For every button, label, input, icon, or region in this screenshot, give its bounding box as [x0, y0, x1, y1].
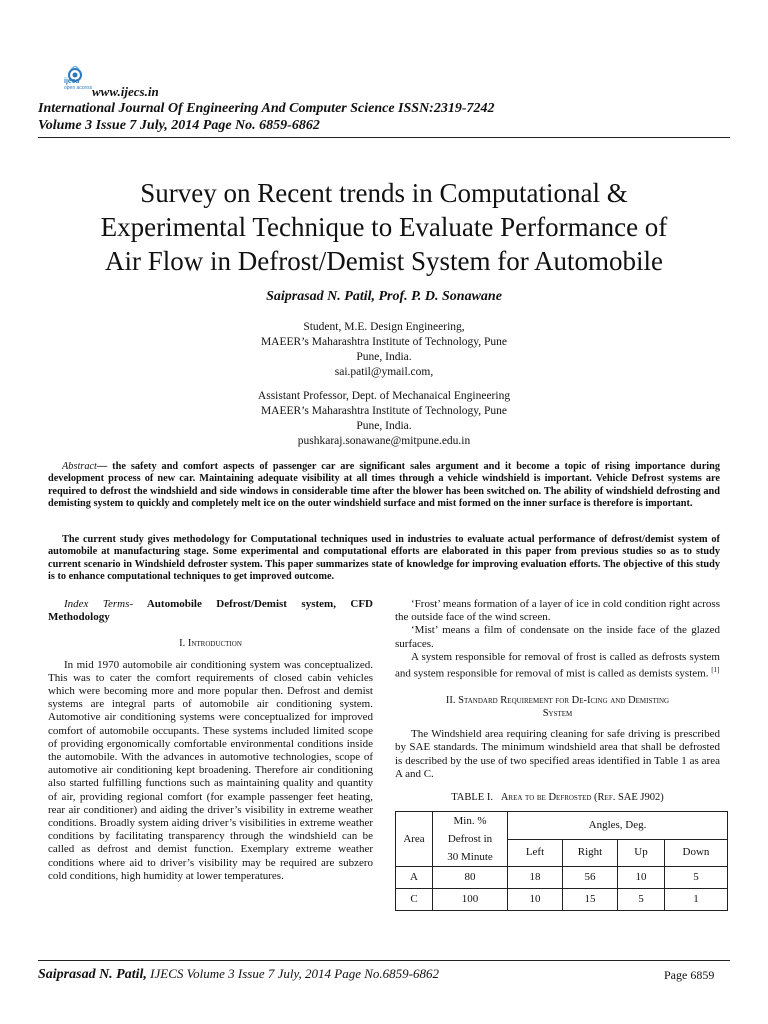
index-terms	[48, 598, 373, 624]
table-cell: 5	[618, 889, 665, 911]
table-cell: 1	[665, 889, 728, 911]
table-row	[396, 889, 728, 911]
abstract-text: the safety and comfort aspects of passenger car are significant sales argument and it become a topic of rising importance during development process of new car. Maintaining adequate visibility at all times through a vehicle windshield is important. Vehicle Defrost systems are required to defrost the windshield and side windows in considerable time after the blower has been switched on. The ability of windshield defrosting and demisting system to quickly and completely melt ice on the outer windshield surface and mist formed on the inner surface is therefore is important.	[48, 461, 720, 510]
footer-citation-text: IJECS Volume 3 Issue 7 July, 2014 Page No.6859-6862	[146, 966, 439, 981]
right-column	[395, 598, 720, 911]
header-divider	[38, 137, 730, 138]
affiliation-line: Pune, India.	[356, 351, 412, 363]
index-terms-label: Index Terms-	[64, 598, 134, 610]
introduction-paragraph: In mid 1970 automobile air conditioning system was conceptualized. This was to cater the comfort requirements of closed cabin vehicles which were becoming more and more popular then. Defrost and demist systems are integral parts of automobile air conditioning system. Automotive air conditioning systems were conceptualized for improved comfort of automobile occupants. These systems included limited scope of providing ergonomically comfortable environmental conditions inside the automobile. With the advances in automotive technologies, scope of automotive air conditioning kept broadening. Therefore air conditioning also started fulfilling functions such as maintaining quality and quantity of air, providing regional comfort (for example passenger feet heating, rear air conditioner) and aiding the driver’s visibility in extreme weather conditions. Broadly system aiding driver’s visibilities in extreme weather conditions by facilitating transparency through the windshield can be called as defrost and demist function. Exemplary extreme weather conditions where aid to driver’s visibility may be required are subzero cold conditions, high humidity at lower temperatures.	[48, 658, 373, 882]
page-number: Page 6859	[664, 968, 715, 982]
standard-paragraph: The Windshield area requiring cleaning for safe driving is prescribed by SAE standards. The minimum windshield area that shall be defrosted is described by the use of two specified areas identified in Table 1 as area A and C.	[395, 728, 720, 780]
mist-definition: ‘Mist’ means a film of condensate on the inside face of the glazed surfaces.	[395, 624, 720, 650]
table-header-min-defrost: Min. % Defrost in 30 Minute	[433, 812, 508, 867]
affiliation-line: MAEER’s Maharashtra Institute of Technology, Pune	[260, 336, 508, 348]
frost-definition: ‘Frost’ means formation of a layer of ice in cold condition right across the outside face of the wind screen.	[395, 598, 720, 624]
abstract-label: Abstract	[62, 461, 97, 472]
table-caption: TABLE I. Area to be Defrosted (Ref. SAE J902)	[451, 792, 664, 804]
affiliation-line: Assistant Professor, Dept. of Mechanaical Engineering	[257, 390, 511, 402]
affiliation-line: MAEER’s Maharashtra Institute of Technology, Pune	[260, 405, 508, 417]
table-cell: 15	[563, 889, 618, 911]
table-cell: 10	[618, 867, 665, 889]
journal-name: International Journal Of Engineering And Computer Science ISSN:2319-7242	[38, 101, 495, 116]
defrost-area-table	[395, 811, 728, 911]
table-cell: 5	[665, 867, 728, 889]
footer-author: Saiprasad N. Patil,	[38, 967, 147, 982]
table-header-down: Down	[665, 839, 728, 867]
table-header-area: Area	[396, 812, 433, 867]
affiliation-student	[0, 320, 768, 380]
section-heading-introduction: I. Introduction	[179, 638, 242, 650]
table-cell: 80	[433, 867, 508, 889]
table-cell: 10	[508, 889, 563, 911]
paper-title	[20, 176, 748, 278]
table-cell: 100	[433, 889, 508, 911]
title-line: Survey on Recent trends in Computational &	[140, 178, 628, 208]
volume-info: Volume 3 Issue 7 July, 2014 Page No. 6859-6862	[38, 118, 320, 133]
site-url[interactable]: www.ijecs.in	[92, 84, 159, 99]
left-column	[48, 598, 373, 883]
system-definition: A system responsible for removal of frost is called as defrosts system and system responsible for removal of mist is called as demists system. [1]	[395, 650, 720, 680]
abstract-dash: —	[96, 461, 108, 472]
table-header-angles: Angles, Deg.	[508, 812, 728, 840]
author-email[interactable]: sai.patil@ymail.com,	[334, 366, 434, 378]
index-terms-text: Automobile Defrost/Demist system, CFD Methodology	[48, 598, 373, 624]
title-line: Air Flow in Defrost/Demist System for Automobile	[105, 246, 663, 276]
table-row	[396, 867, 728, 889]
footer-divider	[38, 960, 730, 961]
footer-citation	[38, 966, 439, 983]
table-cell: 18	[508, 867, 563, 889]
table-cell: 56	[563, 867, 618, 889]
table-cell: A	[396, 867, 433, 889]
author-email[interactable]: pushkaraj.sonawane@mitpune.edu.in	[297, 435, 471, 447]
author-list: Saiprasad N. Patil, Prof. P. D. Sonawane	[266, 289, 502, 304]
reference-marker[interactable]: [1]	[711, 666, 720, 675]
table-header-left: Left	[508, 839, 563, 867]
table-cell: C	[396, 889, 433, 911]
affiliation-professor	[0, 389, 768, 449]
abstract	[48, 461, 720, 511]
abstract-paragraph-2: The current study gives methodology for Computational techniques used in industries to evaluate actual performance of defrost/demist system of automobile at manufacturing stage. Some experimental and computational efforts are elaborated in this paper from previous studies so as to study current scenario in Windshield defroster system. This paper summarizes state of knowledge for improving evaluation efforts. The objective of this study is to enhance computational techniques to get improved outcome.	[48, 534, 720, 583]
table-header-right: Right	[563, 839, 618, 867]
affiliation-line: Pune, India.	[356, 420, 412, 432]
section-heading-standard: II. Standard Requirement for De-Icing and Demisting System	[445, 694, 670, 720]
table-header-up: Up	[618, 839, 665, 867]
affiliation-line: Student, M.E. Design Engineering,	[303, 321, 465, 333]
logo-text: ijecs open access	[64, 78, 93, 91]
title-line: Experimental Technique to Evaluate Performance of	[100, 212, 668, 242]
